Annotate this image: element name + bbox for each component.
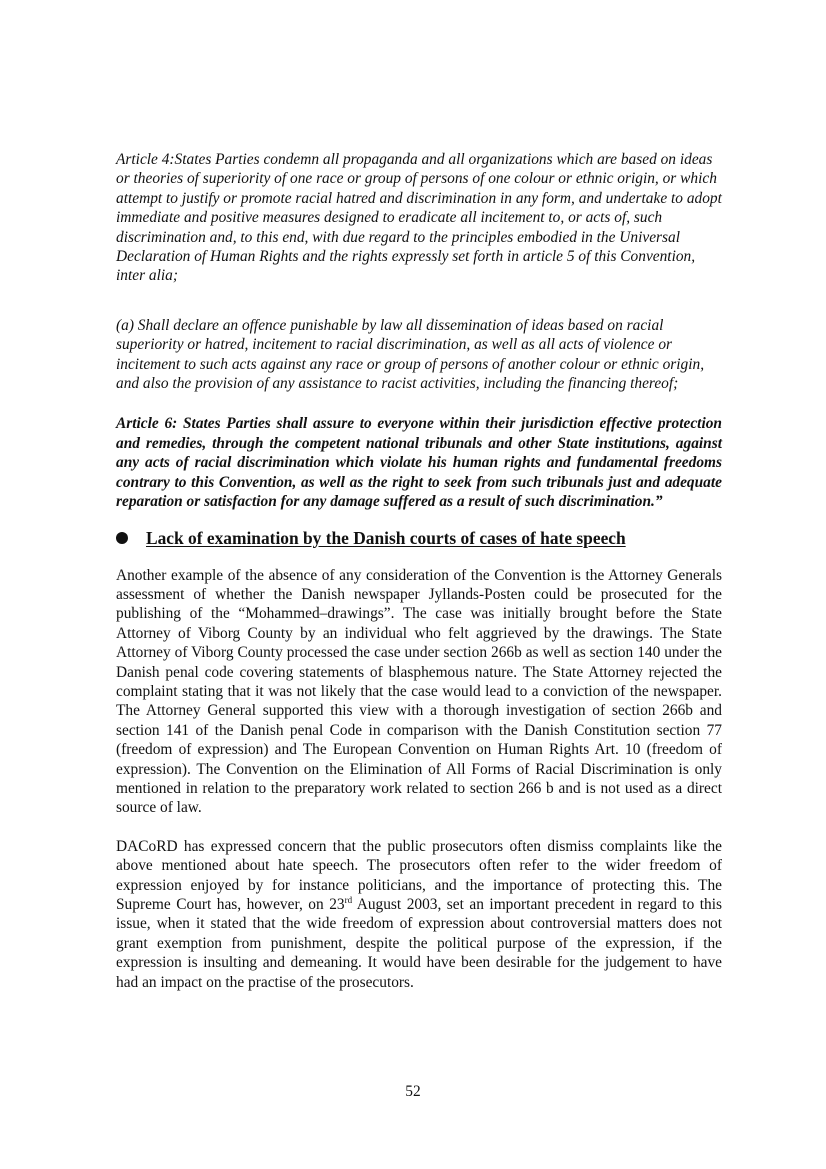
- paragraph-2-part-2: August 2003, set an important precedent in regard to this issue, when it stated that the wide freedom of expression about controversial matters does not grant exemption from punishment, despite the political purpose of the expression, if the expression is insulting and demeaning. It would have been desirable for the judgement to have had an impact on the practise of the prosecutors.: [116, 896, 723, 991]
- article-4-quote: Article 4:States Parties condemn all propaganda and all organizations which are based on ideas or theories of superiority of one race or group of persons of one colour or ethnic origin, or which attempt to justify or promote racial hatred and discrimination in any form, and undertake to adopt immediate and positive measures designed to eradicate all incitement to, or acts of, such discrimination and, to this end, with due regard to the principles embodied in the Universal Declaration of Human Rights and the rights expressly set forth in article 5 of this Convention, inter alia;: [116, 151, 722, 285]
- section-heading-text: Lack of examination by the Danish courts of cases of hate speech: [146, 527, 626, 548]
- paragraph-2-part-1: DACoRD has expressed concern that the public prosecutors often dismiss complaints like the above mentioned about hate speech. The prosecutors often refer to the wider freedom of expression enjoyed by for instance politicians, and the importance of protecting this. The Supreme Court has, however, on 23: [116, 837, 722, 913]
- section-heading: [116, 527, 722, 549]
- document-body: [116, 150, 722, 992]
- page-number: 52: [405, 1083, 421, 1100]
- paragraph-a-quote: (a) Shall declare an offence punishable by law all dissemination of ideas based on racial superiority or hatred, incitement to racial discrimination, as well as all acts of violence or incitement to such acts against any race or group of persons of another colour or ethnic origin, and also the provision of any assistance to racist activities, including the financing thereof;: [116, 316, 705, 393]
- body-paragraph-2: [116, 837, 722, 992]
- bullet-icon: [116, 532, 128, 544]
- body-paragraph-1: Another example of the absence of any consideration of the Convention is the Attorney Generals assessment of whether the Danish newspaper Jyllands-Posten could be prosecuted for the publishing of the “Mohammed–drawings”. The case was initially brought before the State Attorney of Viborg County by an individual who felt aggrieved by the drawings. The State Attorney of Viborg County processed the case under section 266b as well as section 140 under the Danish penal code covering statements of blasphemous nature. The State Attorney rejected the complaint stating that it was not likely that the case would lead to a conviction of the newspaper. The Attorney General supported this view with a thorough investigation of section 266b and section 141 of the Danish penal Code in comparison with the Danish Constitution section 77 (freedom of expression) and The European Convention on Human Rights Art. 10 (freedom of expression). The Convention on the Elimination of All Forms of Racial Discrimination is only mentioned in relation to the preparatory work related to section 266 b and is not used as a direct source of law.: [116, 566, 722, 817]
- ordinal-suffix: rd: [344, 894, 353, 905]
- article-6-quote: Article 6: States Parties shall assure to everyone within their jurisdiction effective protection and remedies, through the competent national tribunals and other State institutions, against any acts of racial discrimination which violate his human rights and fundamental freedoms contrary to this Convention, as well as the right to seek from such tribunals just and adequate reparation or satisfaction for any damage suffered as a result of such discrimination.”: [116, 415, 722, 511]
